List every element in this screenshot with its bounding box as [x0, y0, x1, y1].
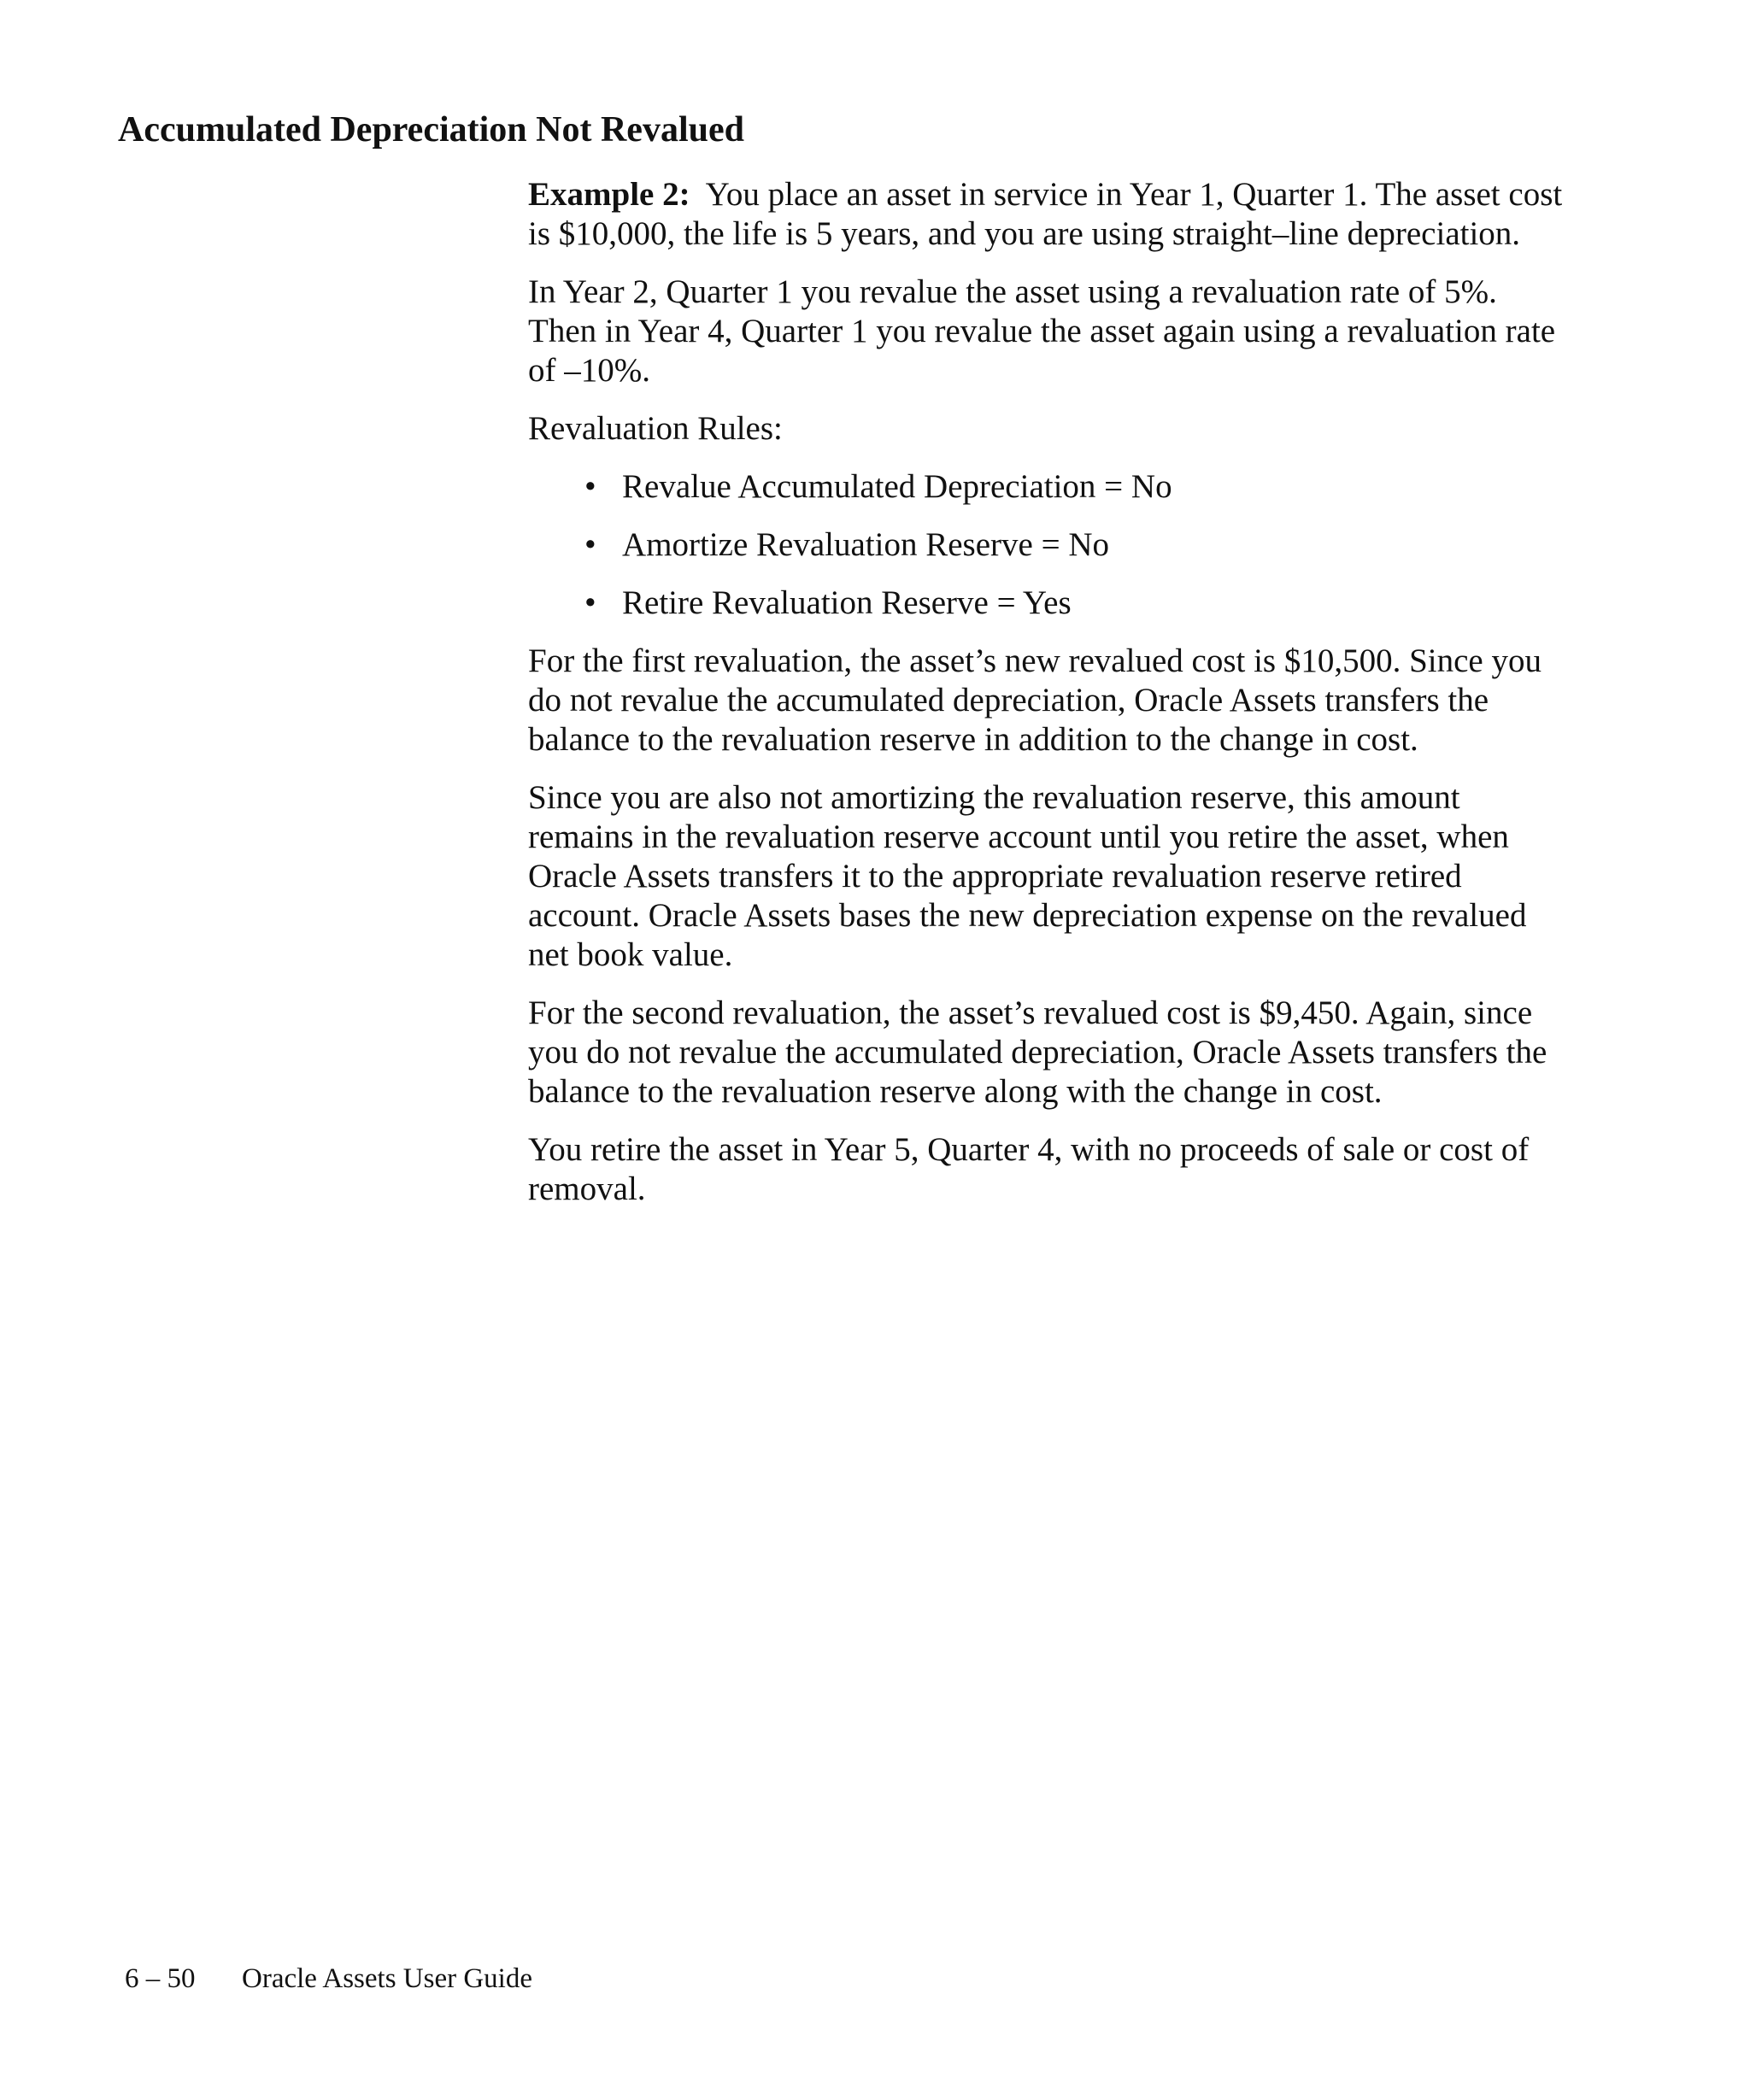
rule-item [528, 467, 1566, 507]
bullet-icon: • [584, 526, 596, 563]
rule-text: Revalue Accumulated Depreciation = No [622, 468, 1172, 505]
example-label: Example 2: [528, 176, 690, 213]
bullet-icon: • [584, 584, 596, 621]
section-heading: Accumulated Depreciation Not Revalued [118, 110, 744, 150]
rule-text: Retire Revaluation Reserve = Yes [622, 584, 1072, 621]
page-number: 6 – 50 [125, 1963, 196, 1994]
body-column [528, 175, 1566, 1228]
rules-intro: Revaluation Rules: [528, 410, 783, 447]
first-revaluation-paragraph: For the first revaluation, the asset’s new revalued cost is $10,500. Since you do not revalue the accumulated depreciation, Oracle Assets transfers the balance to the revaluation reserve in addition to the change in cost. [528, 642, 1542, 758]
book-title: Oracle Assets User Guide [242, 1963, 532, 1994]
rule-item [528, 525, 1566, 565]
rule-item [528, 584, 1566, 623]
example-paragraph [528, 175, 1566, 254]
example-text: You place an asset in service in Year 1, Quarter 1. The asset cost is $10,000, the life is 5 years, and you are using straight–line depreciation. [528, 176, 1563, 252]
revaluation-rules-list [528, 467, 1566, 623]
second-revaluation-paragraph: For the second revaluation, the asset’s revalued cost is $9,450. Again, since you do not revalue the accumulated depreciation, Oracle Assets transfers the balance to the revaluation reserve along with the change in cost. [528, 994, 1547, 1110]
not-amortizing-paragraph: Since you are also not amortizing the revaluation reserve, this amount remains in the revaluation reserve account until you retire the asset, when Oracle Assets transfers it to the appropriate revaluation reserve retired account. Oracle Assets bases the new depreciation expense on the revalued net book value. [528, 779, 1527, 973]
page-footer [125, 1962, 532, 1996]
bullet-icon: • [584, 468, 596, 505]
rule-text: Amortize Revaluation Reserve = No [622, 526, 1109, 563]
revaluation-dates-paragraph: In Year 2, Quarter 1 you revalue the asset using a revaluation rate of 5%. Then in Year 4, Quarter 1 you revalue the asset again using a revaluation rate of –10%. [528, 273, 1556, 389]
retirement-paragraph: You retire the asset in Year 5, Quarter 4, with no proceeds of sale or cost of removal. [528, 1131, 1530, 1207]
